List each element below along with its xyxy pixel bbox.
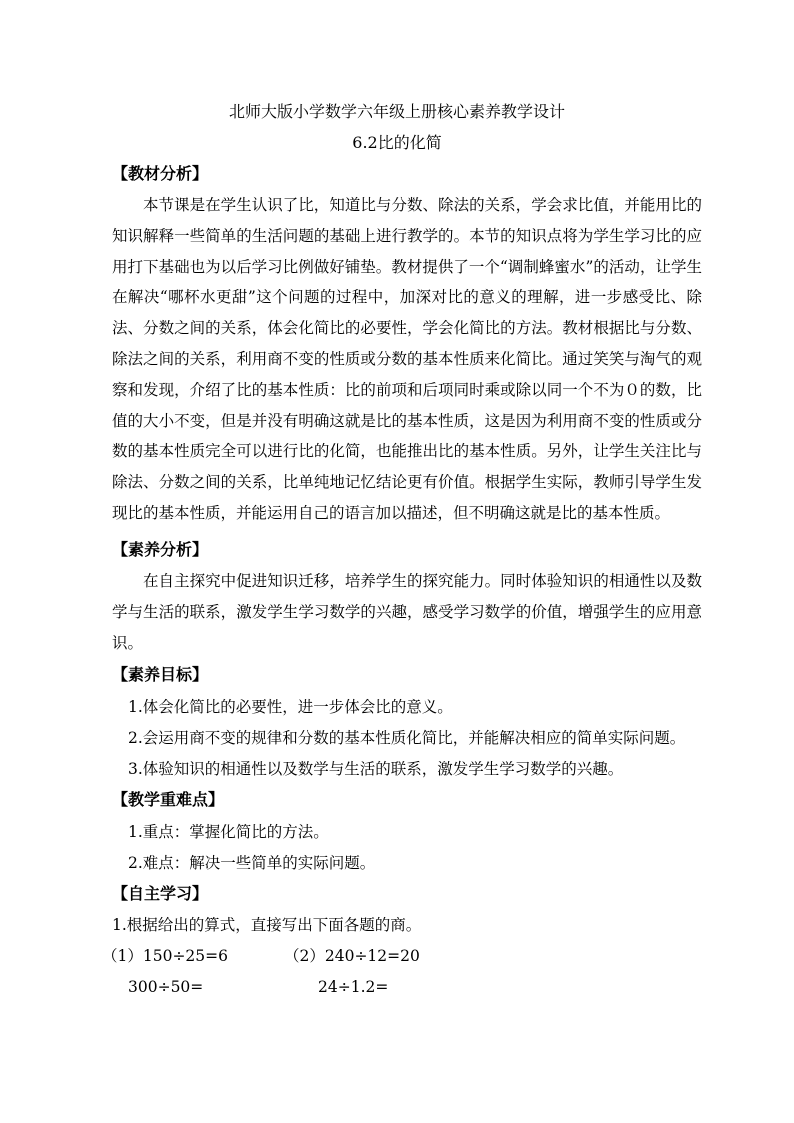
exercise-q1: （1）150÷25=6 bbox=[102, 947, 229, 965]
exercise-q2-sub: 24÷1.2= bbox=[318, 978, 389, 996]
self-study-instruction: 1.根据给出的算式，直接写出下面各题的商。 bbox=[112, 916, 422, 934]
exercise-q1-sub: 300÷50= bbox=[128, 978, 204, 996]
key-point-item: 2.难点：解决一些简单的实际问题。 bbox=[128, 854, 376, 872]
material-analysis-heading: 【教材分析】 bbox=[112, 164, 209, 183]
literacy-analysis-heading: 【素养分析】 bbox=[112, 540, 209, 559]
lesson-title: 6.2比的化简 bbox=[352, 133, 442, 152]
literacy-analysis-text: 在自主探究中促进知识迁移，培养学生的探究能力。同时体验知识的相通性以及数学与生活的联系，激发学生学习数学的兴趣，感受学习数学的价值，增强学生的应用意识。 bbox=[112, 572, 702, 652]
material-analysis-paragraph bbox=[112, 190, 702, 529]
literacy-goals-heading: 【素养目标】 bbox=[112, 665, 209, 684]
literacy-analysis-paragraph bbox=[112, 566, 702, 658]
self-study-heading: 【自主学习】 bbox=[112, 884, 209, 903]
goal-item: 3.体验知识的相通性以及数学与生活的联系，激发学生学习数学的兴趣。 bbox=[128, 760, 624, 778]
key-points-heading: 【教学重难点】 bbox=[112, 790, 225, 809]
material-analysis-text: 本节课是在学生认识了比，知道比与分数、除法的关系，学会求比值，并能用比的知识解释一些简单的生活问题的基础上进行教学的。本节的知识点将为学生学习比的应用打下基础也为以后学习比例做好铺垫。教材提供了一个“调制蜂蜜水”的活动，让学生在解决“哪杯水更甜”这个问题的过程中，加深对比的意义的理解，进一步感受比、除法、分数之间的关系，体会化简比的必要性，学会化简比的方法。教材根据比与分数、除法之间的关系，利用商不变的性质或分数的基本性质来化简比。通过笑笑与淘气的观察和发现，介绍了比的基本性质：比的前项和后项同时乘或除以同一个不为０的数，比值的大小不变，但是并没有明确这就是比的基本性质，这是因为利用商不变的性质或分数的基本性质完全可以进行比的化简，也能推出比的基本性质。另外，让学生关注比与除法、分数之间的关系，比单纯地记忆结论更有价值。根据学生实际，教师引导学生发现比的基本性质，并能运用自己的语言加以描述，但不明确这就是比的基本性质。 bbox=[112, 196, 702, 522]
key-point-item: 1.重点：掌握化简比的方法。 bbox=[128, 823, 329, 841]
goal-item: 1.体会化简比的必要性，进一步体会比的意义。 bbox=[128, 698, 453, 716]
exercise-q2: （2）240÷12=20 bbox=[284, 947, 420, 965]
document-title: 北师大版小学数学六年级上册核心素养教学设计 bbox=[228, 102, 565, 121]
goal-item: 2.会运用商不变的规律和分数的基本性质化简比，并能解决相应的简单实际问题。 bbox=[128, 729, 686, 747]
